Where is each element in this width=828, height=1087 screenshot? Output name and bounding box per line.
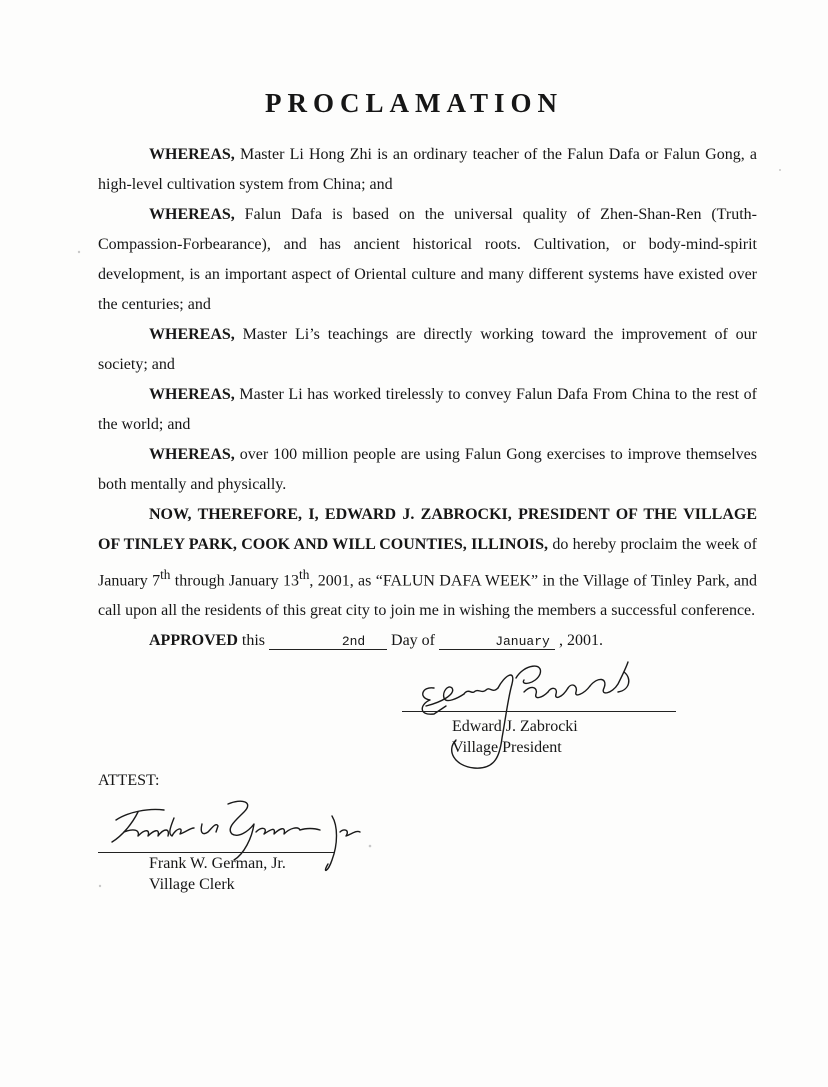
- paragraph-lead: WHEREAS,: [149, 326, 235, 343]
- approval-this-label: this: [237, 632, 270, 650]
- approval-year-text: , 2001.: [555, 632, 603, 650]
- attest-label: ATTEST:: [98, 772, 160, 789]
- paragraph-lead: WHEREAS,: [149, 386, 235, 403]
- paragraph-lead: WHEREAS,: [149, 206, 235, 223]
- approval-day-of-label: Day of: [387, 632, 439, 650]
- ordinal-suffix: th: [160, 567, 171, 582]
- document-title: PROCLAMATION: [265, 88, 563, 118]
- approval-lead: APPROVED: [149, 632, 238, 650]
- paragraph-lead: WHEREAS,: [149, 146, 235, 163]
- ordinal-suffix: th: [299, 567, 310, 582]
- paragraph-text: Master Li’s teachings are directly working toward the improvement of our society; and: [98, 326, 757, 373]
- paragraph-text: Master Li Hong Zhi is an ordinary teacher of the Falun Dafa or Falun Gong, a high-level cultivation system from China; and: [98, 146, 757, 193]
- president-title: Village President: [452, 739, 562, 756]
- president-name: Edward J. Zabrocki: [452, 718, 578, 735]
- paragraph-lead: WHEREAS,: [149, 446, 235, 463]
- clerk-name: Frank W. German, Jr.: [149, 855, 286, 872]
- resolution-text: through January 13: [170, 572, 300, 590]
- resolution-text: , 2001, as “FALUN DAFA WEEK” in the Village of Tinley Park, and call upon all the residents of this great city to join me in wishing the members a successful conference.: [98, 572, 758, 620]
- resolution-text: do hereby proclaim the week of January 7: [98, 536, 757, 590]
- paragraph-text: Master Li has worked tirelessly to convey Falun Dafa From China to the rest of the world; and: [98, 386, 757, 433]
- clerk-title: Village Clerk: [149, 876, 235, 893]
- approval-day-field: 2nd: [269, 635, 387, 650]
- paragraph-text: over 100 million people are using Falun Gong exercises to improve themselves both mentally and physically.: [98, 446, 757, 493]
- paragraph-text: Falun Dafa is based on the universal quality of Zhen-Shan-Ren (Truth-Compassion-Forbearance), and has ancient historical roots. Cultivation, or body-mind-spirit development, is an important aspect of Oriental culture and many different systems have existed over the centuries; and: [98, 206, 757, 313]
- resolution-lead: NOW, THEREFORE, I, EDWARD J. ZABROCKI, PRESIDENT OF THE VILLAGE OF TINLEY PARK, COOK AND WILL COUNTIES, ILLINOIS,: [98, 506, 757, 553]
- approval-month-field: January: [439, 635, 555, 650]
